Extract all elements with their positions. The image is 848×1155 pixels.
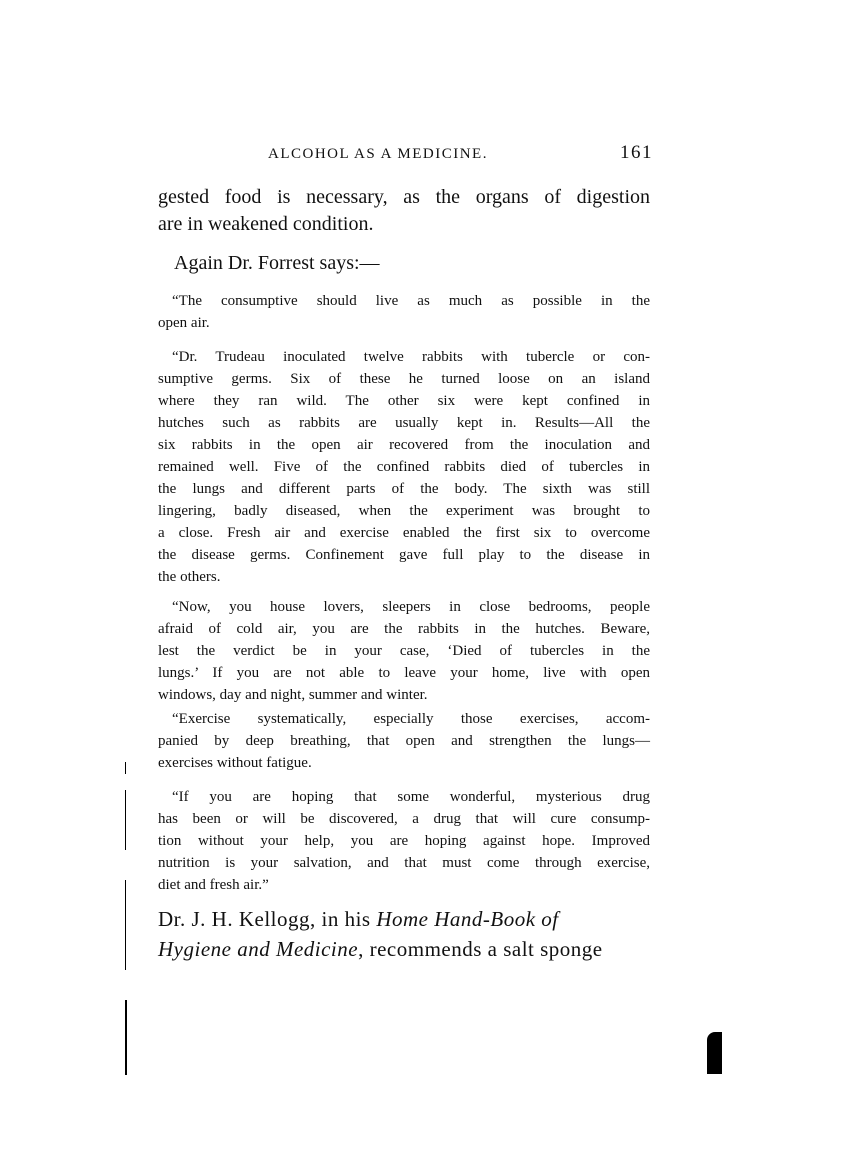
body-line: are in weakened condition.: [158, 213, 374, 235]
quote-line: the others.: [158, 569, 221, 585]
closing-line: [158, 907, 650, 932]
page-number: 161: [620, 142, 653, 163]
quote-line: tion without your help, you are hoping against hope. Improved: [158, 833, 650, 849]
quote-line: “Dr. Trudeau inoculated twelve rabbits with tubercle or con-: [172, 349, 650, 365]
quote-line: nutrition is your salvation, and that must come through exercise,: [158, 855, 650, 871]
scan-mark: [125, 790, 126, 850]
quote-line: windows, day and night, summer and winter.: [158, 687, 428, 703]
body-line: gested food is necessary, as the organs of digestion: [158, 186, 650, 208]
closing-text: , recommends a salt sponge: [358, 937, 603, 961]
quote-line: sumptive germs. Six of these he turned loose on an island: [158, 371, 650, 387]
quote-line: lungs.’ If you are not able to leave your home, live with open: [158, 665, 650, 681]
quote-line: lest the verdict be in your case, ‘Died of tubercles in the: [158, 643, 650, 659]
quote-line: “If you are hoping that some wonderful, mysterious drug: [172, 789, 650, 805]
quote-line: panied by deep breathing, that open and strengthen the lungs—: [158, 733, 650, 749]
quote-line: the disease germs. Confinement gave full play to the disease in: [158, 547, 650, 563]
book-title: Home Hand-Book of: [376, 907, 559, 931]
quote-line: lingering, badly diseased, when the experiment was brought to: [158, 503, 650, 519]
quote-line: six rabbits in the open air recovered from the inoculation and: [158, 437, 650, 453]
scan-mark: [125, 762, 126, 774]
quote-line: has been or will be discovered, a drug that will cure consump-: [158, 811, 650, 827]
quote-line: hutches such as rabbits are usually kept in. Results—All the: [158, 415, 650, 431]
scan-mark: [707, 1032, 722, 1074]
quote-line: “Now, you house lovers, sleepers in close bedrooms, people: [172, 599, 650, 615]
quote-line: remained well. Five of the confined rabbits died of tubercles in: [158, 459, 650, 475]
running-title: ALCOHOL AS A MEDICINE.: [268, 146, 488, 162]
closing-text: Dr. J. H. Kellogg, in his: [158, 907, 377, 931]
quote-line: afraid of cold air, you are the rabbits in the hutches. Beware,: [158, 621, 650, 637]
scan-mark: [125, 880, 126, 970]
quote-line: where they ran wild. The other six were kept confined in: [158, 393, 650, 409]
lead-in: Again Dr. Forrest says:—: [174, 252, 380, 274]
book-title: Hygiene and Medicine: [158, 937, 359, 961]
quote-line: exercises without fatigue.: [158, 755, 312, 771]
quote-line: “The consumptive should live as much as possible in the: [172, 293, 650, 309]
closing-line: [158, 937, 650, 962]
quote-line: a close. Fresh air and exercise enabled the first six to overcome: [158, 525, 650, 541]
quote-line: diet and fresh air.”: [158, 877, 269, 893]
quote-line: “Exercise systematically, especially those exercises, accom-: [172, 711, 650, 727]
quote-line: open air.: [158, 315, 210, 331]
scan-mark: [125, 1000, 127, 1075]
quote-line: the lungs and different parts of the body. The sixth was still: [158, 481, 650, 497]
